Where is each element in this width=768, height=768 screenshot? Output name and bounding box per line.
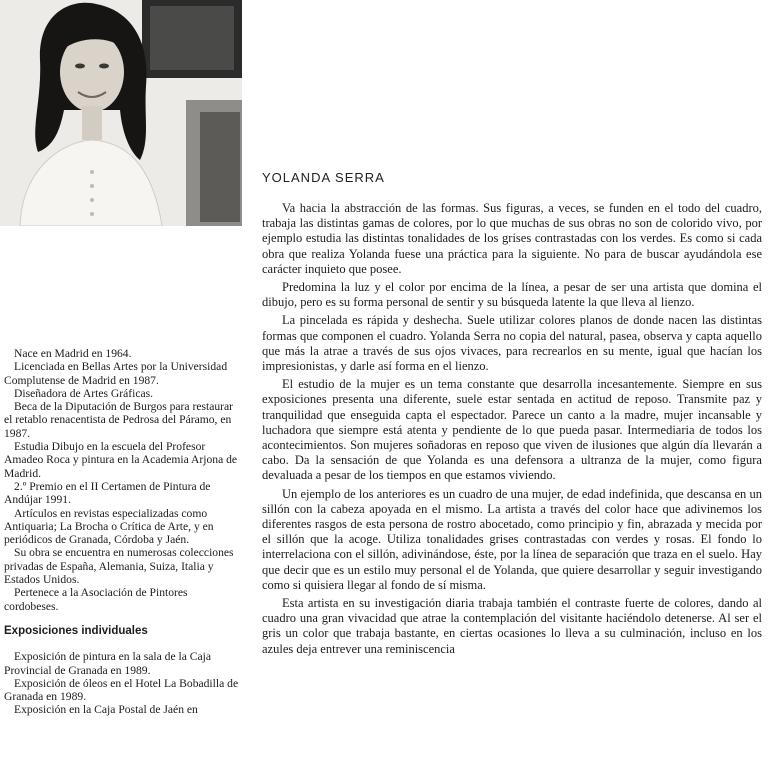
article-paragraph: El estudio de la mujer es un tema constante que desarrolla incesantemente. Siempre en sus exposiciones presenta una diferente, suele estar sentada en actitud de reposo. Transmite paz y tranquilidad que enseguida capta el espectador. Parece un canto a la madre, mujer incansable y luchadora que siempre está atenta y pendiente de lo que pueda pasar. Intermediaria de todos los acontecimientos. Son mujeres soñadoras en reposo que viven de ilusiones que algún día llevarán a cabo. Da la sensación de que Yolanda es una defensora a ultranza de la mujer, como figura devaluada a pesar de los tiempos en que estamos viviendo. bbox=[262, 377, 762, 483]
exhibition-entry: Exposición en la Caja Postal de Jaén en bbox=[14, 703, 198, 717]
exhibition-entry: Exposición de óleos en el Hotel La Bobadilla de Granada en 1989. bbox=[4, 676, 239, 704]
exhibition-entry: Exposición de pintura en la sala de la Caja Provincial de Granada en 1989. bbox=[4, 650, 212, 677]
article-paragraph: Esta artista en su investigación diaria trabaja también el contraste fuerte de colores, dando al cuadro una gran vivacidad que atrae la contemplación del visitante haciéndolo detenerse. Al ser el gris un color que trabaja bastante, en ciertas ocasiones lo lleva a su culminación, incluso en los azules deja entrever una reminiscencia bbox=[262, 596, 762, 656]
biography-column bbox=[4, 347, 242, 717]
article-paragraph: Un ejemplo de los anteriores es un cuadro de una mujer, de edad indefinida, que descansa en un sillón con la cabeza apoyada en el mismo. La artista a través del color hace que adivinemos los diferentes rasgos de esta persona de rostro abocetado, como principio y fin, abrazada y mecida por el sillón que la acoge. Utiliza tonalidades grises contrastadas con verdes y rosas. El fondo lo interrelaciona con el sillón, adivinándose, éste, por la línea de separación que traza en el suelo. Hay que decir que es un estilo muy personal el de Yolanda, que quiere desarrollar y seguir investigando como si quisiera llegar al fondo de sí misma. bbox=[262, 486, 762, 592]
bio-line: Artículos en revistas especializadas como Antiquaria; La Brocha o Crítica de Arte, y en periódicos de Granada, Córdoba y Jaén. bbox=[4, 506, 214, 547]
article-paragraph: La pincelada es rápida y deshecha. Suele utilizar colores planos de donde nacen las distintas formas que componen el cuadro. Yolanda Serra no copia del natural, pasea, observa y capta aquello que más la atrae a través de sus ojos vivaces, para recrearlos en su mente, igual que hacían los impresionistas, y darle así forma en el lienzo. bbox=[262, 313, 762, 374]
bio-line: Pertenece a la Asociación de Pintores cordobeses. bbox=[4, 586, 188, 613]
portrait-illustration bbox=[0, 0, 242, 226]
bio-line: 2.º Premio en el II Certamen de Pintura de Andújar 1991. bbox=[4, 479, 211, 507]
exhibitions-heading: Exposiciones individuales bbox=[4, 624, 148, 637]
article-heading: YOLANDA SERRA bbox=[262, 170, 385, 185]
bio-line: Beca de la Diputación de Burgos para restaurar el retablo renacentista de Pedrosa del Páramo, en 1987. bbox=[4, 400, 234, 440]
bio-line: Estudia Dibujo en la escuela del Profesor Amadeo Roca y pintura en la Academia Arjona de Madrid. bbox=[4, 440, 238, 480]
bio-line: Su obra se encuentra en numerosas colecciones privadas de España, Alemania, Suiza, Italia y Estados Unidos. bbox=[4, 546, 234, 587]
bio-line: Licenciada en Bellas Artes por la Universidad Complutense de Madrid en 1987. bbox=[4, 360, 228, 387]
bio-line: Diseñadora de Artes Gráficas. bbox=[14, 386, 154, 400]
bio-line: Nace en Madrid en 1964. bbox=[14, 347, 132, 360]
article-paragraph: Va hacia la abstracción de las formas. Sus figuras, a veces, se funden en el todo del cuadro, trabaja las distintas gamas de colores, por lo que muchas de sus obras no son de colorido vivo, por ejemplo estudia las distintas tonalidades de los grises contrastadas con los verdes. Es como si cada obra que realiza Yolanda fuese una práctica para la siguiente. No para de buscar ayudándola ese carácter inquieto que posee. bbox=[262, 201, 762, 276]
portrait-photo bbox=[0, 0, 242, 226]
article-body bbox=[262, 201, 762, 660]
article-paragraph: Predomina la luz y el color por encima de la línea, a pesar de ser una artista que domina el dibujo, pero es su forma personal de sentir y su búsqueda latente la que lleva al lienzo. bbox=[262, 280, 762, 310]
